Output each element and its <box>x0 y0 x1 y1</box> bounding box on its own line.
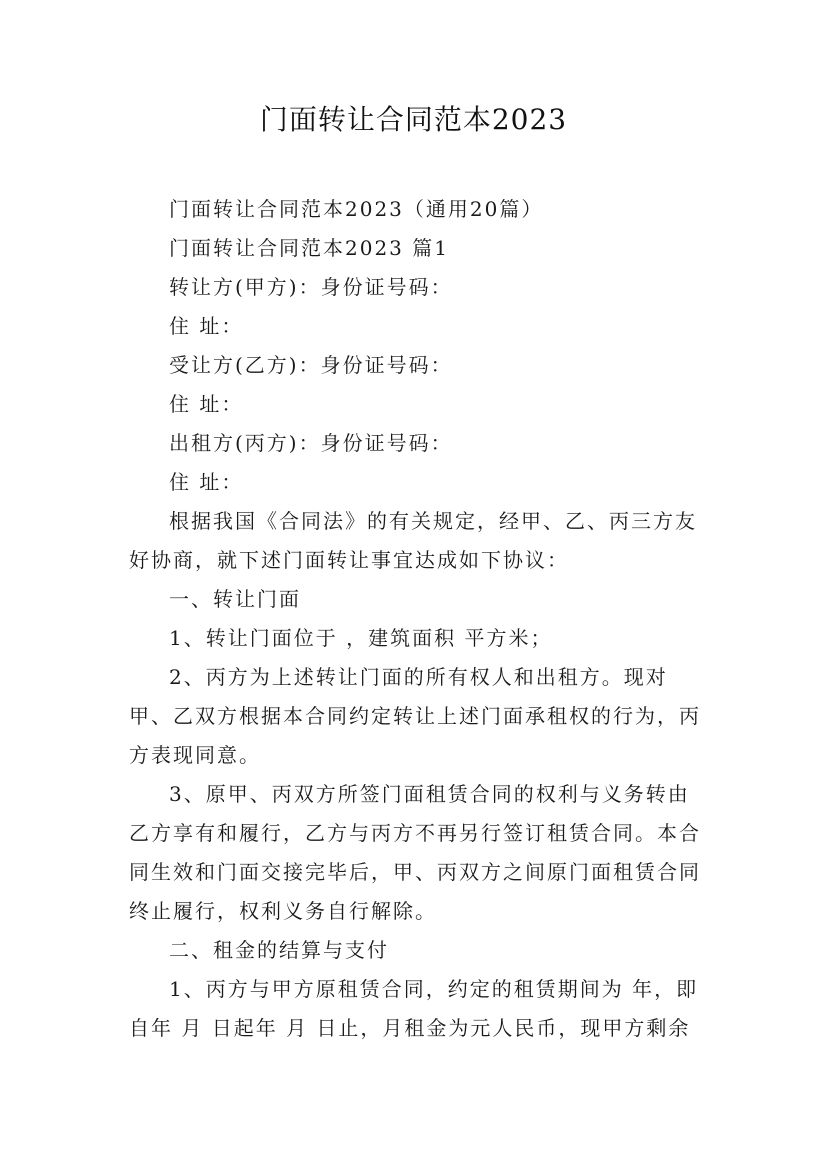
paragraph-preamble: 根据我国《合同法》的有关规定，经甲、乙、丙三方友好协商，就下述门面转让事宜达成如下协议： <box>129 509 697 572</box>
clause-1-3: 3、原甲、丙双方所签门面租赁合同的权利与义务转由乙方享有和履行，乙方与丙方不再另行签订租赁合同。本合同生效和门面交接完毕后，甲、丙双方之间原门面租赁合同终止履行，权利义务自行解除。 <box>129 782 701 923</box>
paragraph-lessor-address: 住 址： <box>169 470 244 494</box>
document-body <box>129 190 709 1048</box>
paragraph-lessor: 出租方(丙方)：身份证号码： <box>169 431 453 455</box>
clause-1-1: 1、转让门面位于 ，建筑面积 平方米； <box>169 626 553 650</box>
paragraph-part-heading: 门面转让合同范本2023 篇1 <box>169 236 449 260</box>
section-heading-transfer: 一、转让门面 <box>169 587 301 611</box>
paragraph-transferor: 转让方(甲方)：身份证号码： <box>169 275 453 299</box>
section-heading-rent: 二、租金的结算与支付 <box>169 938 389 962</box>
paragraph-intro: 门面转让合同范本2023（通用20篇） <box>169 197 544 221</box>
paragraph-transferee: 受让方(乙方)：身份证号码： <box>169 353 453 377</box>
paragraph-transferor-address: 住 址： <box>169 314 244 338</box>
document-title: 门面转让合同范本2023 <box>259 103 568 136</box>
clause-2-1: 1、丙方与甲方原租赁合同，约定的租赁期间为 年，即自年 月 日起年 月 日止，月租金为元人民币，现甲方剩余 <box>129 977 699 1040</box>
clause-1-2: 2、丙方为上述转让门面的所有权人和出租方。现对甲、乙双方根据本合同约定转让上述门面承租权的行为，丙方表现同意。 <box>129 665 701 767</box>
paragraph-transferee-address: 住 址： <box>169 392 244 416</box>
